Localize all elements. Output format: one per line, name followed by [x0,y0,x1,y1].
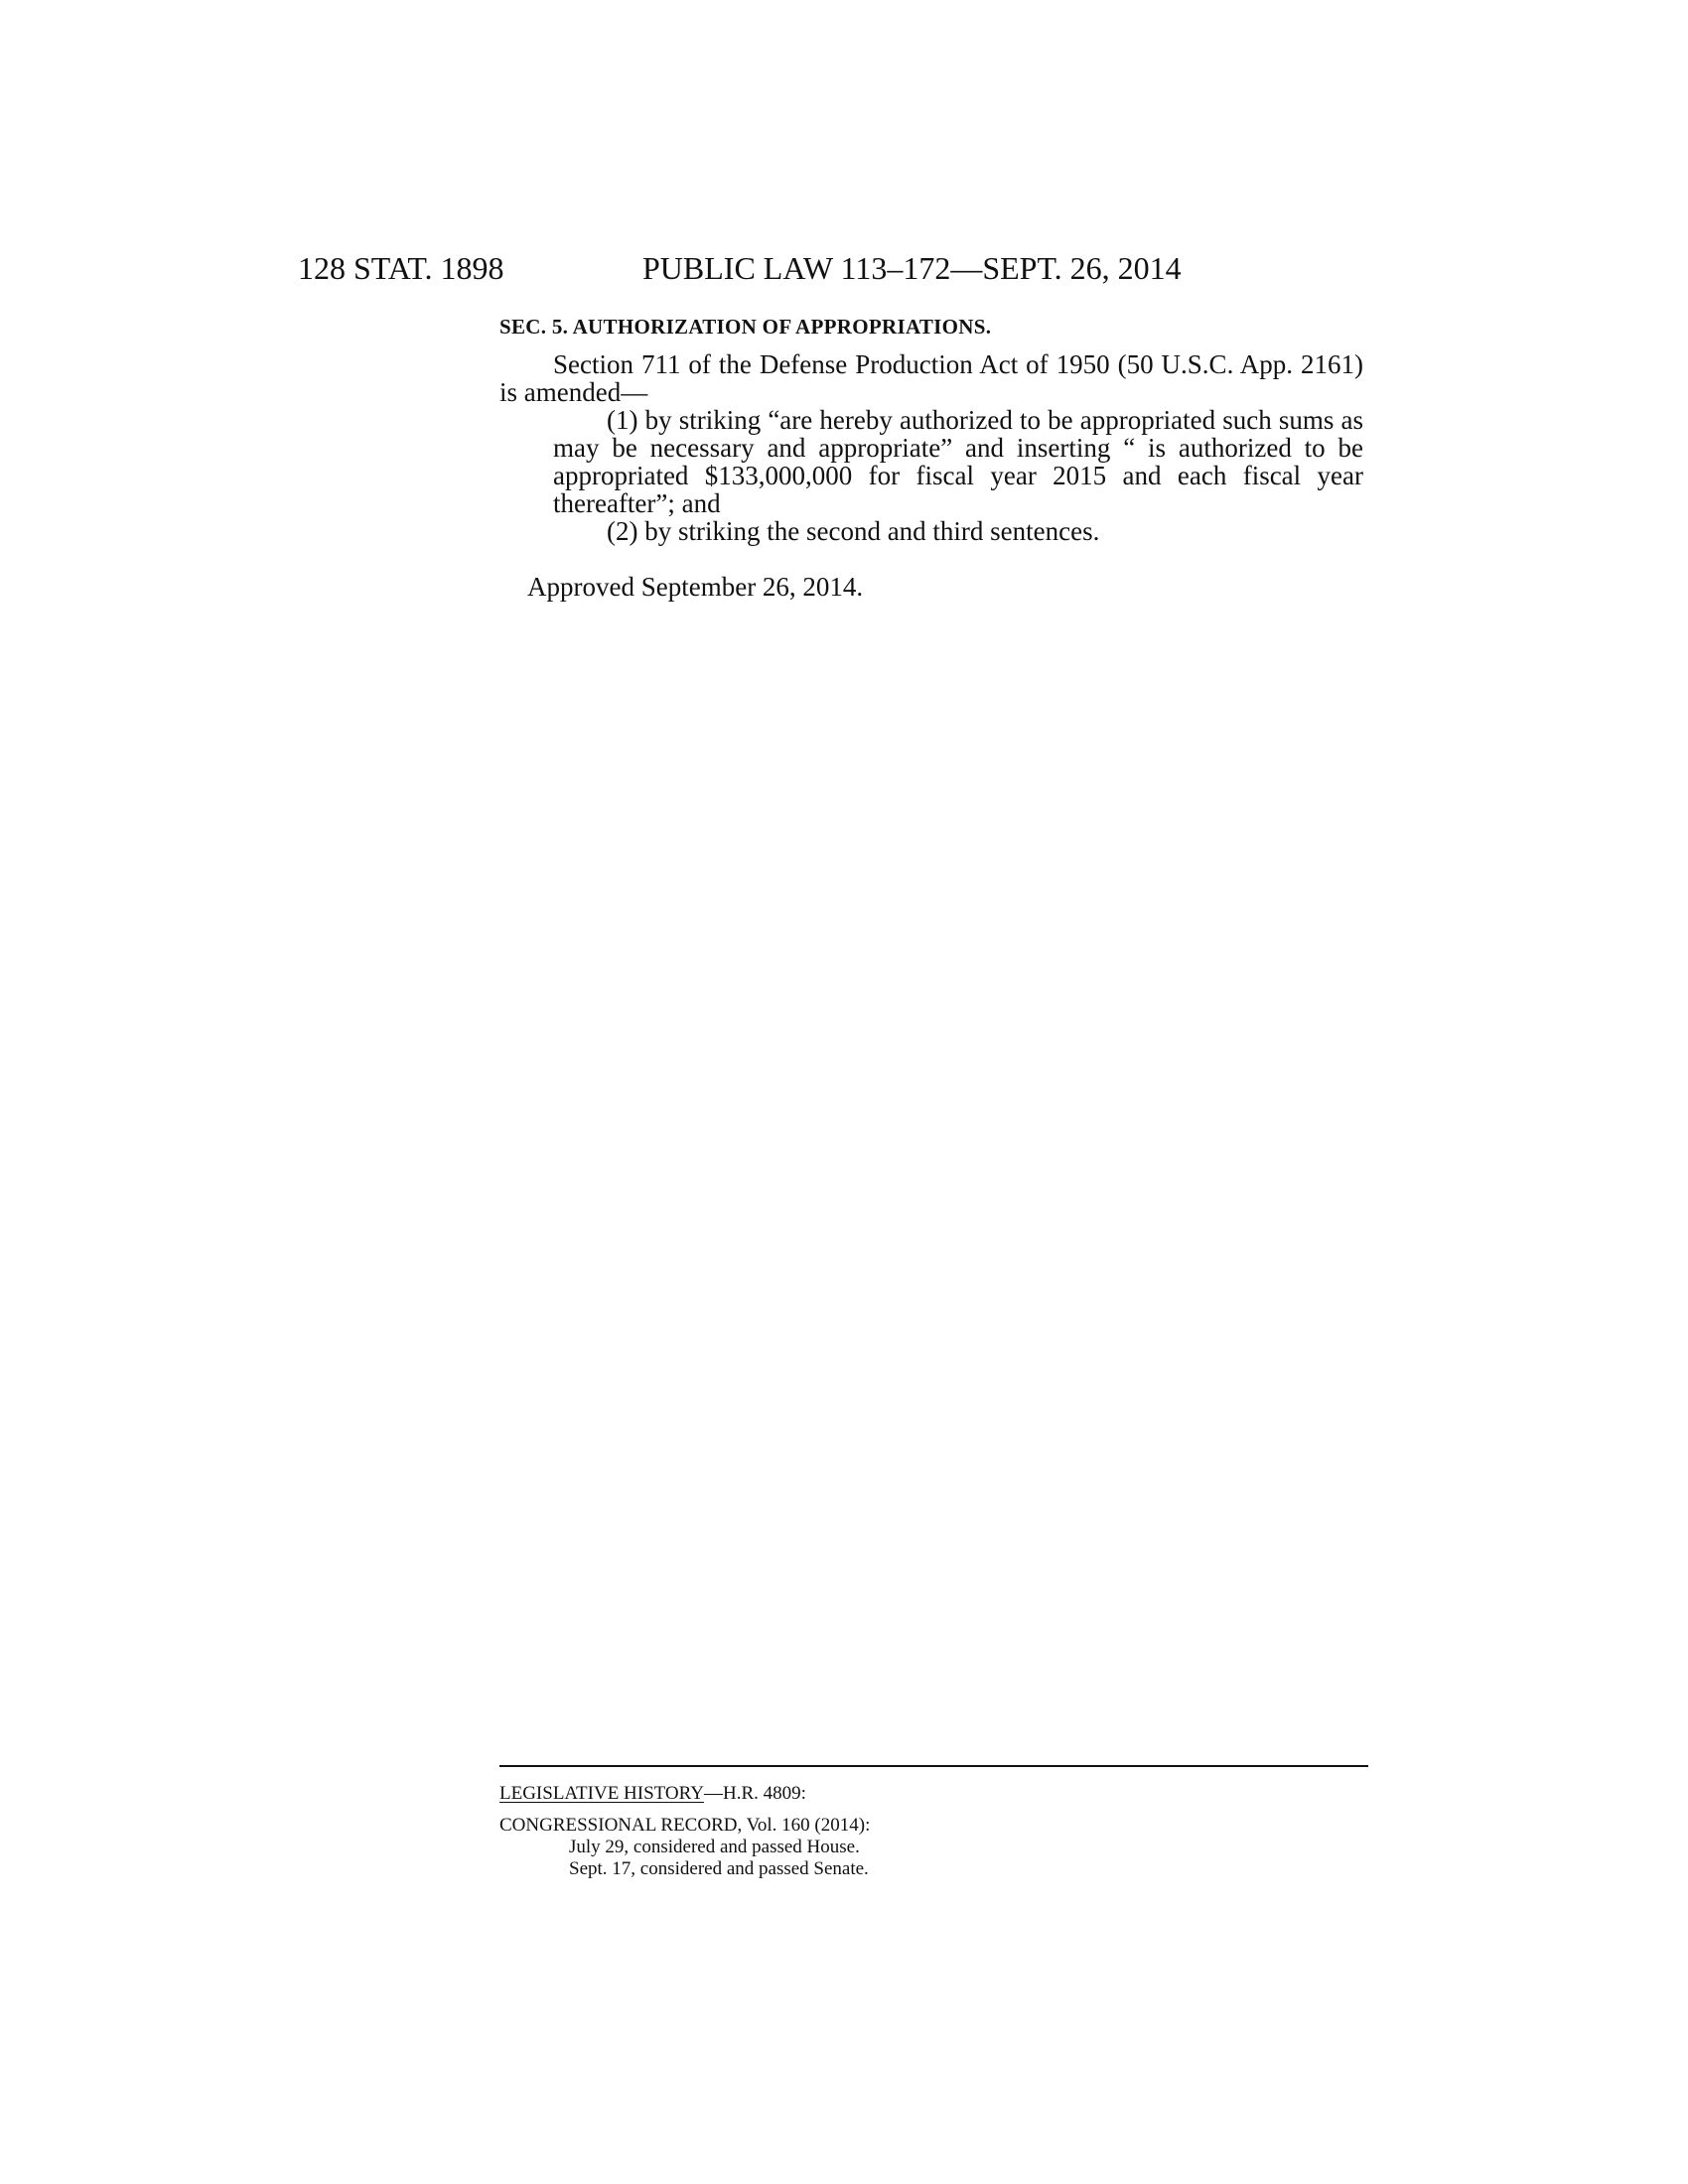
congressional-record-line: CONGRESSIONAL RECORD, Vol. 160 (2014): [499,1815,871,1836]
legislative-history-label: LEGISLATIVE HISTORY [499,1783,705,1804]
section-intro-paragraph: Section 711 of the Defense Production Act of 1950 (50 U.S.C. App. 2161) is amended— [499,349,1363,407]
amendment-item-1: (1) by striking “are hereby authorized to be appropriated such sums as may be necessary and appropriate” and inserting “ is authorized to be appropriated $133,000,000 for fiscal year 2015 and each fiscal year thereafter”; and [553,405,1363,518]
legislative-history-line [499,1783,806,1805]
running-header [298,248,1231,288]
legislative-history-bill: —H.R. 4809: [704,1783,806,1804]
section-heading: SEC. 5. AUTHORIZATION OF APPROPRIATIONS. [499,315,992,339]
house-action-line: July 29, considered and passed House. [569,1837,860,1857]
amendment-item-2: (2) by striking the second and third sentences. [607,516,1100,546]
footnote-divider [499,1765,1368,1767]
public-law-title: PUBLIC LAW 113–172—SEPT. 26, 2014 [642,250,1182,286]
legislative-history-footnote [499,1765,1368,1880]
section-body [499,313,1363,545]
statute-citation: 128 STAT. 1898 [298,250,504,286]
approval-date: Approved September 26, 2014. [527,572,864,602]
senate-action-line: Sept. 17, considered and passed Senate. [569,1858,869,1879]
